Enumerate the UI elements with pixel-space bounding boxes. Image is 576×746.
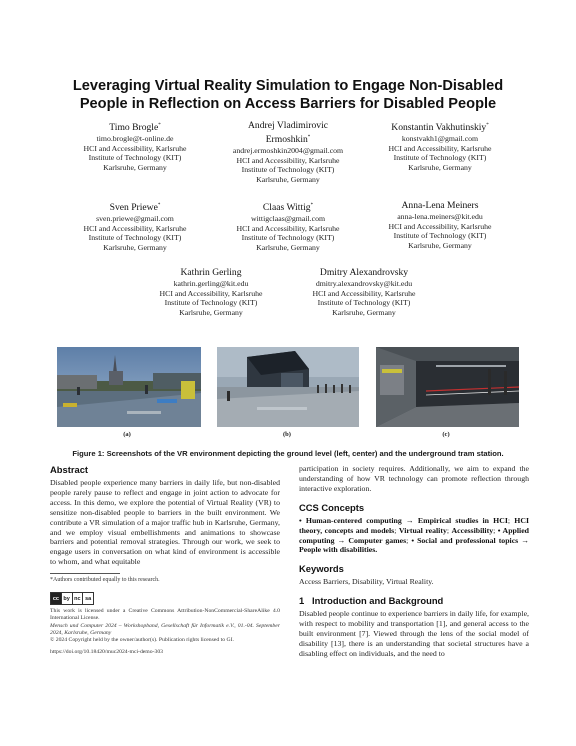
doi-link[interactable]: https://doi.org/10.18420/muc2024-mci-demo-303 (50, 648, 164, 655)
author-name: Andrej Vladimirovic (247, 120, 329, 131)
footnote-divider (50, 573, 120, 574)
author-block (365, 120, 515, 173)
abstract-heading: Abstract (50, 464, 89, 475)
author-institute: Institute of Technology (KIT) (88, 153, 182, 163)
author-email[interactable]: wittigclaas@gmail.com (250, 214, 326, 224)
cc-badge-by: by (62, 593, 73, 604)
author-affiliation: HCI and Accessibility, Karlsruhe (83, 223, 187, 233)
author-affiliation: HCI and Accessibility, Karlsruhe (388, 221, 492, 231)
cc-badge-nc: nc (73, 593, 84, 604)
author-block (136, 267, 286, 317)
author-location: Karlsruhe, Germany (179, 307, 243, 317)
figure-label-b: (b) (283, 431, 291, 438)
intro-text: Disabled people continue to experience barriers in daily life, for example, with respect to mobility and transportation [1], and general access to the built environment [7]. Viewed through the lens of the social model of disability [13], there is an understanding that societal structures have a disabling effect on individuals, and the need to (299, 609, 529, 658)
author-location: Karlsruhe, Germany (408, 162, 472, 172)
author-email[interactable]: anna-lena.meiners@kit.edu (397, 212, 483, 221)
author-name: Timo Brogle* (109, 122, 161, 134)
author-email[interactable]: dmitry.alexandrovsky@kit.edu (315, 279, 413, 288)
author-name-cont: Ermoshkin* (265, 134, 311, 146)
author-block (365, 200, 515, 250)
author-email[interactable]: timo.brogle@t-online.de (96, 134, 174, 144)
keywords-heading: Keywords (299, 563, 344, 575)
license-text: This work is licensed under a Creative Commons Attribution-NonCommercial-ShareAlike 4.0 International License. (50, 608, 280, 622)
footnote-equal-contribution: *Authors contributed equally to this research. (50, 577, 160, 584)
figure-image-c (376, 347, 519, 427)
author-institute: Institute of Technology (KIT) (317, 298, 411, 308)
cc-badge-cc: cc (51, 593, 62, 604)
author-affiliation: HCI and Accessibility, Karlsruhe (388, 143, 492, 153)
author-location: Karlsruhe, Germany (103, 162, 167, 172)
author-email[interactable]: konstvakh1@gmail.com (401, 134, 479, 144)
figure-label-c: (c) (442, 431, 450, 438)
author-block (60, 200, 210, 253)
author-location: Karlsruhe, Germany (103, 242, 167, 252)
author-name: Anna-Lena Meiners (401, 200, 479, 211)
figure-label-a: (a) (123, 431, 131, 438)
figure-image-a (57, 347, 201, 427)
author-block (289, 267, 439, 317)
figure-caption: Figure 1: Screenshots of the VR environment depicting the ground level (left, center) and the underground tram station. (72, 449, 504, 458)
author-name: Dmitry Alexandrovsky (319, 267, 409, 278)
intro-heading: 1 Introduction and Background (299, 595, 444, 607)
author-affiliation: HCI and Accessibility, Karlsruhe (312, 288, 416, 298)
conference-info: Mensch und Computer 2024 – Workshopband, Gesellschaft für Informatik e.V., 01.-04. September 2024, Karlsruhe, Germany (50, 622, 280, 637)
abstract-text: Disabled people experience many barriers in daily life, but non-disabled people rarely pause to reflect and engage in joint action to advocate for access. In this demo, we explore the potential of Virtual Reality (VR) to sensitize non-disabled people to barriers in the built environment. We contribute a VR simulation of a major traffic hub in Karlsruhe, Germany, and we employ visual embellishments and animations to showcase barriers and potential removal strategies. Through our work, we seek to engage users in conversation on what kind of environment is accessible to whom, and what equitable (50, 478, 280, 567)
author-location: Karlsruhe, Germany (256, 242, 320, 252)
author-location: Karlsruhe, Germany (332, 307, 396, 317)
cc-badge-sa: sa (83, 593, 93, 604)
figure-1 (57, 347, 519, 427)
author-institute: Institute of Technology (KIT) (164, 298, 258, 308)
paper-title-line-2: People in Reflection on Access Barriers for Disabled People (79, 95, 497, 112)
ccs-heading: CCS Concepts (299, 501, 365, 513)
author-block (213, 200, 363, 253)
author-location: Karlsruhe, Germany (256, 174, 320, 184)
abstract-continuation: participation in society requires. Additionally, we aim to expand the understanding of how VR technology can promote reflection through interactive exploration. (299, 464, 529, 493)
author-block (213, 120, 363, 185)
author-location: Karlsruhe, Germany (408, 240, 472, 250)
paper-title-line-1: Leveraging Virtual Reality Simulation to Engage Non-Disabled (72, 78, 504, 94)
author-email[interactable]: kathrin.gerling@kit.edu (173, 279, 249, 288)
author-institute: Institute of Technology (KIT) (241, 165, 335, 175)
right-column (299, 464, 529, 659)
figure-image-b (217, 347, 359, 427)
author-affiliation: HCI and Accessibility, Karlsruhe (83, 143, 187, 153)
author-email[interactable]: andrej.ermoshkin2004@gmail.com (232, 146, 344, 156)
author-institute: Institute of Technology (KIT) (88, 233, 182, 243)
author-institute: Institute of Technology (KIT) (393, 153, 487, 163)
author-institute: Institute of Technology (KIT) (393, 231, 487, 241)
author-name: Sven Priewe* (109, 202, 161, 214)
author-block (60, 120, 210, 173)
author-name: Claas Wittig* (262, 202, 314, 214)
author-email[interactable]: sven.priewe@gmail.com (96, 214, 174, 224)
author-name: Konstantin Vakhutinskiy* (391, 122, 489, 134)
author-affiliation: HCI and Accessibility, Karlsruhe (236, 223, 340, 233)
left-column (50, 464, 280, 656)
keywords-text: Access Barriers, Disability, Virtual Reality. (299, 577, 434, 587)
ccs-concepts: • Human-centered computing → Empirical studies in HCI; HCI theory, concepts and models; Virtual reality; Accessibility; • Applied computing → Computer games; • Social and professional topics → People with disabilities. (299, 515, 529, 555)
copyright-text: © 2024 Copyright held by the owner/author(s). Publication rights licensed to GI. (50, 637, 234, 644)
paper-title (40, 78, 536, 113)
author-affiliation: HCI and Accessibility, Karlsruhe (236, 155, 340, 165)
author-institute: Institute of Technology (KIT) (241, 233, 335, 243)
cc-license-icon[interactable] (50, 592, 94, 605)
author-affiliation: HCI and Accessibility, Karlsruhe (159, 288, 263, 298)
author-name: Kathrin Gerling (180, 267, 242, 278)
